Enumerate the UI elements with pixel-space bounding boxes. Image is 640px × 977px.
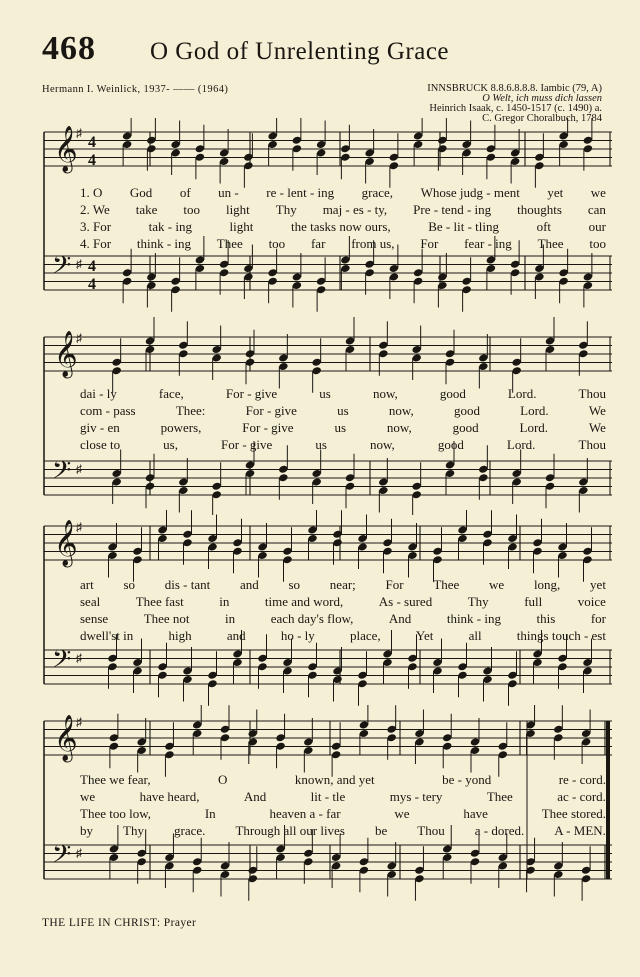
time-signature-icon: 4 [88, 258, 96, 275]
lyric-line [80, 822, 606, 839]
lyric-syllable: too [589, 236, 606, 251]
lyric-syllable: For - give [245, 403, 297, 418]
lyric-syllable: Thee [537, 236, 564, 251]
bass-clef-icon: 𝄢 [52, 456, 72, 491]
lyric-syllable: take [135, 202, 158, 217]
lyric-syllable: now, [386, 420, 412, 435]
lyric-syllable: have [463, 806, 488, 821]
lyric-syllable: for [590, 611, 606, 626]
lyric-syllable: Thee too low, [80, 806, 151, 821]
lyric-syllable: now, [388, 403, 414, 418]
lyric-syllable: and [239, 577, 259, 592]
lyric-syllable: Lord. [506, 437, 536, 452]
lyric-syllable: us [337, 403, 349, 418]
lyric-syllable: Thou [578, 386, 606, 401]
tune-meter: INNSBRUCK 8.8.6.8.8.8. Iambic (79, A) [427, 83, 602, 94]
category-label: THE LIFE IN CHRIST: [42, 917, 161, 929]
lyric-line [80, 201, 606, 218]
lyric-syllable: near; [329, 577, 356, 592]
lyric-syllable: God [129, 185, 153, 200]
lyric-syllable: Lord. [520, 403, 549, 418]
lyric-syllable: And [388, 611, 412, 626]
lyric-line [80, 218, 606, 235]
lyric-syllable: so [288, 577, 301, 592]
music-system-3 [0, 510, 640, 710]
key-sharp-icon: ♯ [76, 846, 82, 860]
lyric-syllable: Thee: [175, 403, 206, 418]
lyric-syllable: sense [80, 611, 109, 626]
lyric-syllable: good [453, 403, 480, 418]
lyric-line [80, 610, 606, 627]
lyric-syllable: dis - tant [164, 577, 211, 592]
key-sharp-icon: ♯ [76, 331, 82, 345]
lyric-syllable: a - dored. [474, 823, 525, 838]
lyric-syllable: Thy [467, 594, 489, 609]
lyric-line [80, 235, 606, 252]
hymn-header [0, 0, 640, 124]
bass-clef-icon: 𝄢 [52, 251, 72, 286]
lyric-line [80, 788, 606, 805]
lyric-syllable: light [229, 219, 254, 234]
lyric-syllable: known, and yet [294, 772, 375, 787]
key-sharp-icon: ♯ [76, 462, 82, 476]
lyric-syllable: Lord. [507, 386, 537, 401]
lyric-syllable: 3. For [80, 219, 112, 234]
lyric-syllable: high [168, 628, 192, 643]
lyric-syllable: Yet [415, 628, 434, 643]
lyric-syllable: re - lent - ing [266, 185, 335, 200]
lyric-syllable: be - yond [442, 772, 492, 787]
bass-clef-icon: 𝄢 [52, 645, 72, 680]
lyric-syllable: yet [547, 185, 564, 200]
lyric-syllable: com - pass [80, 403, 136, 418]
lyric-syllable: us [334, 420, 347, 435]
treble-clef-icon: 𝄞 [54, 520, 78, 566]
lyric-syllable: light [225, 202, 250, 217]
lyric-line [80, 184, 606, 201]
lyric-syllable: in [219, 594, 230, 609]
lyric-syllable: art [80, 577, 94, 592]
lyric-syllable: we [590, 185, 606, 200]
lyric-syllable: of [179, 185, 191, 200]
lyric-syllable: in [225, 611, 236, 626]
lyric-syllable: Through all our lives [235, 823, 345, 838]
lyric-syllable: 2. We [80, 202, 110, 217]
tune-name: O Welt, ich muss dich lassen [482, 93, 602, 104]
lyrics-block [80, 771, 606, 839]
lyric-syllable: In [204, 806, 216, 821]
lyric-syllable: Thee [486, 789, 513, 804]
lyric-syllable: A - MEN. [554, 823, 606, 838]
lyric-syllable: now, [369, 437, 395, 452]
lyric-syllable: For [385, 577, 404, 592]
treble-clef-icon: 𝄞 [54, 715, 78, 761]
lyric-syllable: un - [218, 185, 239, 200]
lyric-syllable: mys - tery [389, 789, 443, 804]
lyric-syllable: too [183, 202, 200, 217]
lyric-line [80, 627, 606, 644]
lyric-syllable: fear - ing [464, 236, 512, 251]
lyric-syllable: yet [590, 577, 606, 592]
lyric-syllable: too [268, 236, 286, 251]
lyric-syllable: tak - ing [148, 219, 192, 234]
lyric-syllable: ho - ly [280, 628, 315, 643]
lyric-syllable: Pre - tend - ing [413, 202, 492, 217]
lyrics-block [80, 184, 606, 252]
lyric-line [80, 419, 606, 436]
lyric-syllable: Thee [433, 577, 460, 592]
lyric-syllable: Whose judg - ment [420, 185, 520, 200]
lyric-syllable: Thee stored. [541, 806, 606, 821]
lyric-syllable: For - give [242, 420, 294, 435]
lyric-syllable: We [588, 420, 606, 435]
author-credit: Hermann I. Weinlick, 1937- —— (1964) [42, 84, 229, 95]
lyric-syllable: good [439, 386, 466, 401]
lyric-line [80, 436, 606, 453]
lyric-line [80, 402, 606, 419]
lyric-syllable: Thee not [143, 611, 190, 626]
lyric-syllable: Lord. [519, 420, 549, 435]
arranger-credit: C. Gregor Choralbuch, 1784 [482, 113, 602, 124]
lyrics-block [80, 385, 606, 453]
composer-credit: Heinrich Isaak, c. 1450-1517 (c. 1490) a. [429, 103, 602, 114]
hymn-title: O God of Unrelenting Grace [150, 38, 450, 65]
lyric-syllable: We [588, 403, 606, 418]
lyric-line [80, 576, 606, 593]
lyric-syllable: lit - tle [310, 789, 346, 804]
lyric-syllable: ac - cord. [557, 789, 606, 804]
music-system-2 [0, 315, 640, 515]
lyric-line [80, 385, 606, 402]
lyric-syllable: For - give [221, 437, 273, 452]
lyric-syllable: Be - lit - tling [428, 219, 499, 234]
lyric-syllable: oft [536, 219, 552, 234]
lyric-syllable: us [315, 437, 327, 452]
lyric-syllable: O [218, 772, 228, 787]
bass-clef-icon: 𝄢 [52, 840, 72, 875]
lyric-syllable: this [536, 611, 556, 626]
lyric-line [80, 593, 606, 610]
lyric-syllable: good [437, 437, 464, 452]
lyric-syllable: long, [533, 577, 561, 592]
lyric-syllable: grace. [174, 823, 206, 838]
lyric-syllable: each day's flow, [270, 611, 354, 626]
key-sharp-icon: ♯ [76, 257, 82, 271]
key-sharp-icon: ♯ [76, 126, 82, 140]
lyric-syllable: heaven a - far [269, 806, 341, 821]
lyric-syllable: our [588, 219, 606, 234]
lyric-syllable: For [420, 236, 439, 251]
lyric-syllable: think - ing [136, 236, 192, 251]
lyric-syllable: by [80, 823, 93, 838]
lyric-syllable: Thee fast [135, 594, 184, 609]
lyric-line [80, 805, 606, 822]
lyric-syllable: the tasks now ours, [290, 219, 391, 234]
key-sharp-icon: ♯ [76, 520, 82, 534]
lyric-syllable: place, [350, 628, 381, 643]
lyrics-block [80, 576, 606, 644]
lyric-syllable: can [587, 202, 606, 217]
lyric-syllable: we [394, 806, 410, 821]
subcategory-label: Prayer [163, 917, 197, 929]
lyric-syllable: For - give [225, 386, 278, 401]
lyric-syllable: us [319, 386, 331, 401]
lyric-syllable: things touch - est [516, 628, 606, 643]
lyric-syllable: far [310, 236, 326, 251]
lyric-syllable: from us, [351, 236, 395, 251]
lyric-syllable: thoughts [517, 202, 562, 217]
lyric-syllable: dwell'st in [80, 628, 134, 643]
lyric-syllable: maj - es - ty, [322, 202, 388, 217]
lyric-syllable: grace, [361, 185, 394, 200]
lyric-syllable: re - cord. [558, 772, 606, 787]
lyric-syllable: we [489, 577, 505, 592]
treble-clef-icon: 𝄞 [54, 331, 78, 377]
lyric-syllable: dai - ly [80, 386, 117, 401]
lyric-syllable: good [452, 420, 479, 435]
lyric-syllable: now, [372, 386, 398, 401]
lyric-syllable: so [123, 577, 136, 592]
key-sharp-icon: ♯ [76, 651, 82, 665]
lyric-syllable: time and word, [264, 594, 344, 609]
lyric-syllable: As - sured [378, 594, 433, 609]
time-signature-icon: 4 [88, 152, 96, 169]
lyric-syllable: powers, [160, 420, 202, 435]
hymn-number: 468 [42, 30, 96, 67]
lyric-syllable: Thy [275, 202, 297, 217]
lyric-syllable: Thee we fear, [80, 772, 151, 787]
lyric-syllable: Thou [417, 823, 445, 838]
lyric-syllable: 1. O [80, 185, 103, 200]
lyric-syllable: voice [577, 594, 606, 609]
lyric-syllable: full [524, 594, 543, 609]
lyric-syllable: Thy [123, 823, 144, 838]
lyric-syllable: And [243, 789, 267, 804]
music-system-4 [0, 705, 640, 905]
lyric-syllable: we [80, 789, 96, 804]
lyric-line [80, 771, 606, 788]
lyric-syllable: think - ing [446, 611, 501, 626]
lyric-syllable: and [226, 628, 246, 643]
lyric-syllable: Thou [578, 437, 606, 452]
lyric-syllable: 4. For [80, 236, 112, 251]
time-signature-icon: 4 [88, 276, 96, 293]
key-sharp-icon: ♯ [76, 715, 82, 729]
treble-clef-icon: 𝄞 [54, 126, 78, 172]
lyric-syllable: seal [80, 594, 101, 609]
time-signature-icon: 4 [88, 134, 96, 151]
lyric-syllable: have heard, [139, 789, 200, 804]
lyric-syllable: giv - en [80, 420, 120, 435]
lyric-syllable: all [468, 628, 482, 643]
music-system-1 [0, 118, 640, 318]
lyric-syllable: be [374, 823, 388, 838]
lyric-syllable: us, [163, 437, 178, 452]
lyric-syllable: face, [158, 386, 184, 401]
lyric-syllable: Thee [216, 236, 243, 251]
hymnal-category [42, 917, 196, 929]
lyric-syllable: close to [80, 437, 121, 452]
